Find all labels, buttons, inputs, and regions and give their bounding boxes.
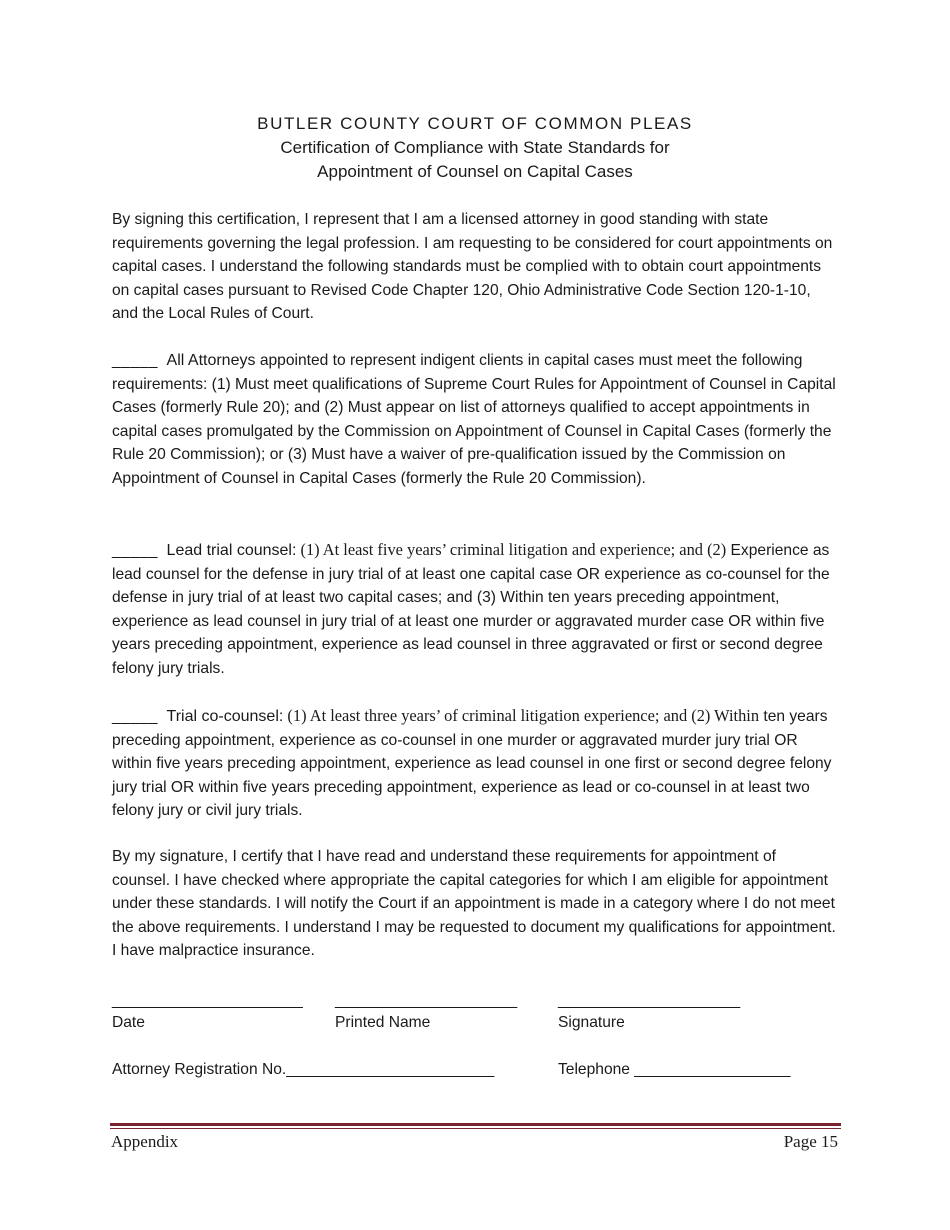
signature-line[interactable]: _____________________ (558, 992, 741, 1009)
trial-co-label: Trial co-counsel: (166, 708, 284, 725)
court-name: BUTLER COUNTY COURT OF COMMON PLEAS (257, 114, 693, 133)
lead-trial-text: Experience as lead counsel for the defense in jury trial of at least one capital case OR experience as co-counsel for the defense in jury trial of at least two capital cases; and (3) Within ten years preceding appointment, experience as lead counsel in jury trial of at least one murder or aggravated murder case OR within five years preceding appointment, experience as lead counsel in three aggravated or first or second degree felony jury trials. (112, 542, 830, 677)
signature-label: Signature (558, 1014, 625, 1031)
all-attorneys-label: All Attorneys (166, 352, 256, 369)
attorney-registration-field[interactable]: Attorney Registration No.________________________ (112, 1061, 495, 1078)
registration-row (112, 1059, 838, 1081)
certification-paragraph: By my signature, I certify that I have read and understand these requirements for appointment of counsel. I have checked where appropriate the capital categories for which I am eligible for appointment under these standards. I will notify the Court if an appointment is made in a category where I do not meet the above requirements. I understand I may be requested to document my qualifications for appointment. I have malpractice insurance. (112, 848, 836, 959)
telephone-field[interactable]: Telephone __________________ (558, 1061, 791, 1078)
lead-trial-paragraph (112, 538, 838, 680)
document-header (0, 112, 950, 184)
intro-paragraph: By signing this certification, I represent that I am a licensed attorney in good standing with state requirements governing the legal profession. I am requesting to be considered for court appointments on capital cases. I understand the following standards must be complied with to obtain court appointments on capital cases pursuant to Revised Code Chapter 120, Ohio Administrative Code Section 120-1-10, and the Local Rules of Court. (112, 211, 833, 322)
printed-name-label: Printed Name (335, 1014, 431, 1031)
printed-name-block (335, 990, 517, 1034)
signature-row (112, 990, 838, 1034)
printed-name-line[interactable]: _____________________ (335, 992, 518, 1009)
trial-co-serif-text: (1) At least three years’ of criminal litigation experience; and (2) Within (283, 706, 760, 725)
footer-rule-thick (110, 1123, 841, 1126)
footer-rule-thin (110, 1128, 841, 1129)
title-line-2: Appointment of Counsel on Capital Cases (317, 162, 633, 181)
trial-co-text: ten years preceding appointment, experience as co-counsel in one murder or aggravated murder jury trial OR within five years preceding appointment, experience as lead counsel in one first or second degree felony jury trial OR within five years preceding appointment, experience as lead or co-counsel in at least two felony jury or civil jury trials. (112, 708, 832, 819)
trial-co-paragraph (112, 704, 838, 823)
all-attorneys-checkbox-blank[interactable]: _____ (112, 352, 158, 369)
footer-appendix: Appendix (111, 1132, 179, 1151)
date-line[interactable]: ______________________ (112, 992, 303, 1009)
all-attorneys-paragraph (112, 349, 838, 490)
title-line-1: Certification of Compliance with State Standards for (280, 138, 670, 157)
trial-co-checkbox-blank[interactable]: _____ (112, 708, 158, 725)
lead-trial-checkbox-blank[interactable]: _____ (112, 542, 158, 559)
all-attorneys-text: appointed to represent indigent clients in capital cases must meet the following requirements: (1) Must meet qualifications of Supreme Court Rules for Appointment of Counsel in Capital Cases (formerly Rule 20); and (2) Must appear on list of attorneys qualified to accept appointments in capital cases promulgated by the Commission on Appointment of Counsel in Capital Cases (formerly the Rule 20 Commission); or (3) Must have a waiver of pre-qualification issued by the Commission on Appointment of Counsel in Capital Cases (formerly the Rule 20 Commission). (112, 352, 836, 487)
footer-page-number: Page 15 (783, 1132, 838, 1151)
lead-trial-label: Lead trial counsel: (166, 542, 297, 559)
signature-block (558, 990, 740, 1034)
lead-trial-serif-text: (1) At least five years’ criminal litigation and experience; and (2) (296, 540, 727, 559)
date-label: Date (112, 1014, 145, 1031)
date-block (112, 990, 303, 1034)
